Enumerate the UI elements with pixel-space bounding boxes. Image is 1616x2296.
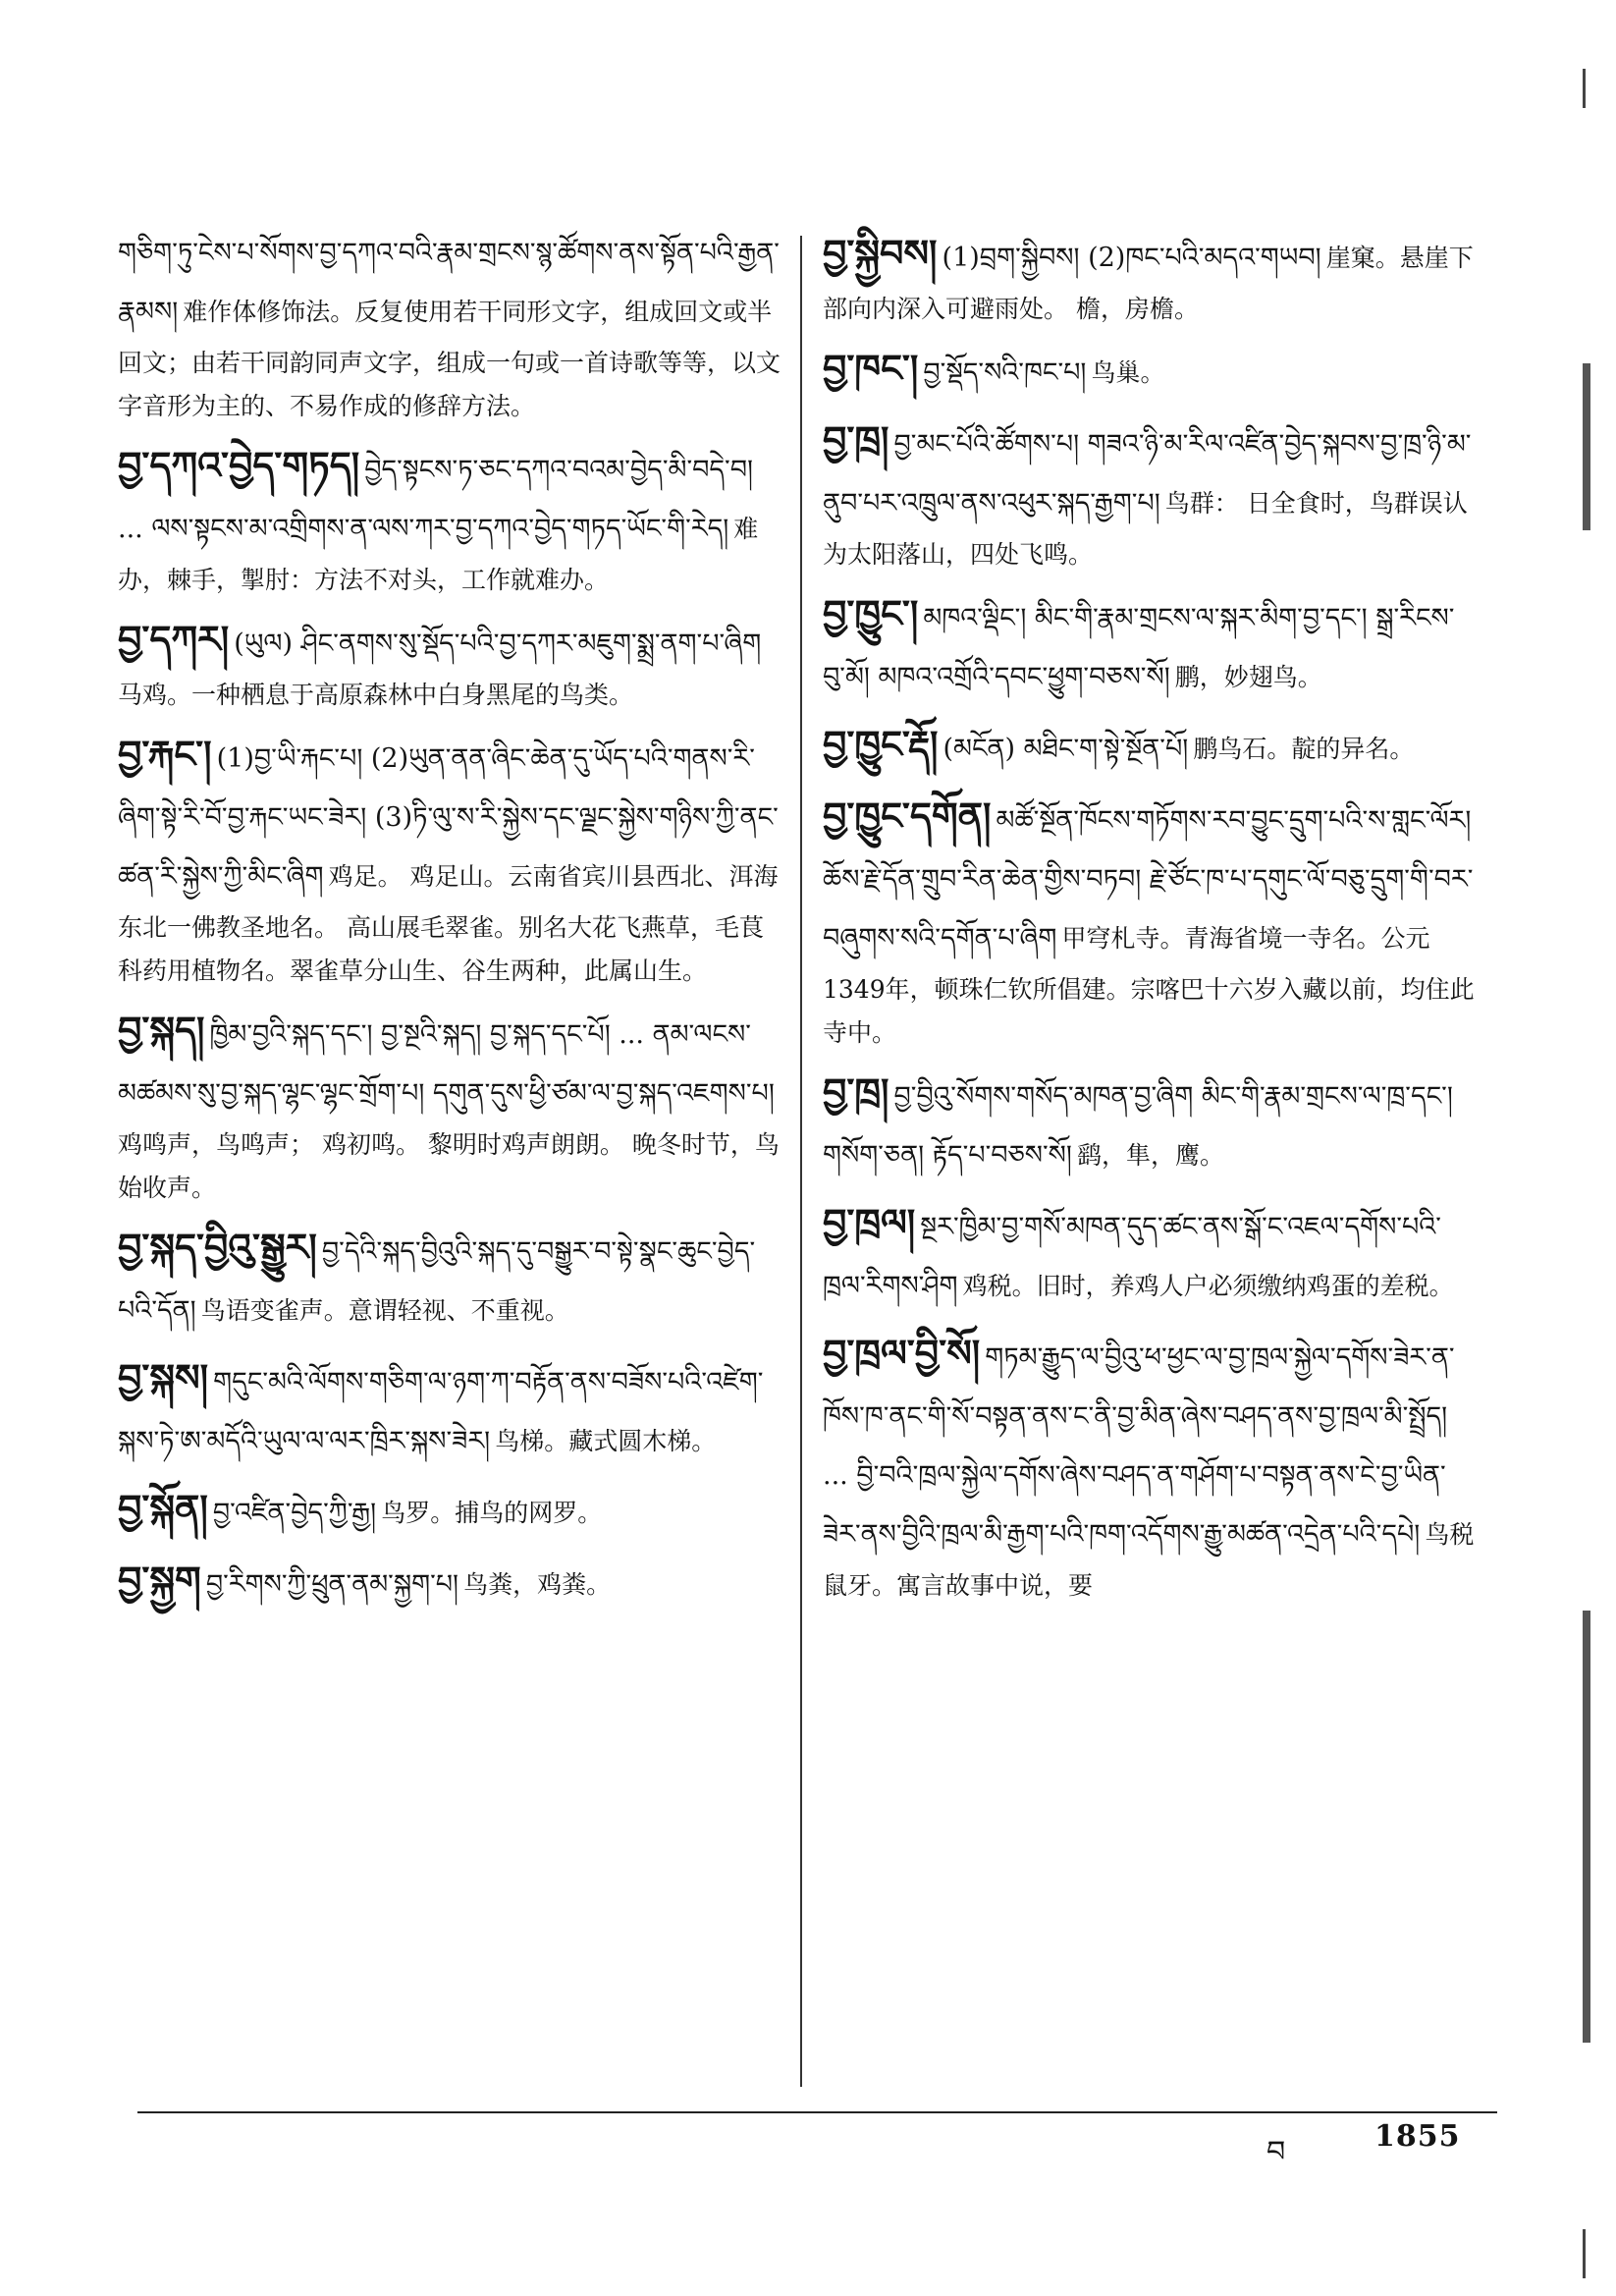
dictionary-entry <box>118 436 781 602</box>
dictionary-entry <box>118 725 781 993</box>
entry-tibetan: བྱ་རིགས་ཀྱི་ཕྲུན་ནམ་སྐྱག་པ། <box>205 1569 459 1600</box>
entry-tibetan: (1)བྱ་ཡི་རྐང་པ། (2)ཡུན་ནན་ཞིང་ཆེན་དུ་ཡོད་པའི་གནས་རི་ཞིག་སྟེ་རི་བོ་བྱ་རྐང་ཡང་ཟེར། (3)ཏི་ལུ་ས་རི་སྐྱེས་དང་ལྗང་སྐྱེས་གཉིས་ཀྱི་ནང་ཚན་རི་སྐྱེས་ཀྱི་མིང་ཞིག <box>118 743 779 892</box>
entry-tibetan: (ཡུལ) ཤིང་ནགས་སུ་སྡོད་པའི་བྱ་དཀར་མཇུག་སྨྲ་ནག་པ་ཞིག <box>234 629 762 659</box>
scan-edge-mark <box>1583 2229 1586 2278</box>
entry-tibetan: མཚོ་སྔོན་ཁོངས་གཏོགས་རབ་བྱུང་དྲུག་པའི་ས་གླང་ལོར། ཆོས་རྗེ་དོན་གྲུབ་རིན་ཆེན་གྱིས་བཏབ། རྗེ་ཙོང་ཁ་པ་དགུང་ལོ་བཅུ་དྲུག་གི་བར་བཞུགས་སའི་དགོན་པ་ཞིག <box>823 805 1474 954</box>
entry-tibetan: (མངོན) མཐིང་ག་སྟེ་སྔོན་པོ། <box>943 734 1189 764</box>
entry-chinese: 甲穹札寺。青海省境一寺名。公元1349年，顿珠仁钦所倡建。宗喀巴十六岁入藏以前，均住此寺中。 <box>823 924 1475 1047</box>
entry-tibetan: བྱ་མང་པོའི་ཚོགས་པ། གཟའ་ཉི་མ་རིལ་འཛིན་བྱེད་སྐབས་བྱ་ཁྲ་ཉི་མ་ནུབ་པར་འཁྲུལ་ནས་འཕུར་སྐད་རྒྱག་པ། <box>823 429 1472 519</box>
entry-tibetan: བྱ་དེའི་སྐད་བྱིའུའི་སྐད་དུ་བསྒྱུར་བ་སྟེ་སྣང་ཆུང་བྱེད་པའི་དོན། <box>118 1236 756 1326</box>
entry-headword: བྱ་ཁྲལ། <box>823 1201 916 1244</box>
page-number: 1855 <box>1374 2119 1461 2154</box>
entry-tibetan: གཏམ་རྒྱུད་ལ་བྱིའུ་ཕ་ཕྱང་ལ་བྱ་ཁྲལ་སྐྱེལ་དགོས་ཟེར་ན་ཁོས་ཁ་ནང་གི་སོ་བསྟན་ནས་ང་ནི་བྱ་མིན་ཞེས་བཤད་ནས་བྱ་ཁྲལ་མི་སྤྲོད། ... བྱི་བའི་ཁྲལ་སྐྱེལ་དགོས་ཞེས་བཤད་ན་གཤོག་པ་བསྟན་ནས་ངེ་བྱ་ཡིན་ཟེར་ནས་བྱིའི་ཁྲལ་མི་རྒྱག་པའི་ཁག་འདོགས་རྒྱུ་མཚན་འདྲེན་པའི་དཔེ། <box>823 1342 1455 1550</box>
entry-tibetan: བྱ་འཛིན་བྱེད་ཀྱི་རྒྱ། <box>212 1498 377 1528</box>
entry-tibetan: གཅིག་ཏུ་ངེས་པ་སོགས་བྱ་དཀའ་བའི་རྣམ་གྲངས་སྙ་ཚོགས་ནས་སྟོན་པའི་རྒྱན་རྣམས། <box>118 238 780 327</box>
entry-chinese: 鸡足。 鸡足山。云南省宾川县西北、洱海东北一佛教圣地名。 高山展毛翠雀。别名大花飞燕草，毛茛科药用植物名。翠雀草分山生、谷生两种，此属山生。 <box>118 862 779 985</box>
entry-headword: བྱ་སྐོན། <box>118 1487 208 1530</box>
entry-headword: བྱ་རྐང་། <box>118 733 212 776</box>
dictionary-entry <box>823 584 1476 707</box>
entry-tibetan: ཁྱིམ་བྱའི་སྐད་དང་། བྱ་སྔའི་སྐད། བྱ་སྐད་དང་པོ། ... ནམ་ལངས་མཚམས་སུ་བྱ་སྐད་ལྷང་ལྷང་གྲོག་པ། དགུན་དུས་ཕྱི་ཙམ་ལ་བྱ་སྐད་འཇགས་པ། <box>118 1019 775 1109</box>
entry-headword: བྱ་ཁྱུང་། <box>823 592 919 635</box>
entry-chinese: 鹏鸟石。靛的异名。 <box>1193 735 1415 763</box>
entry-chinese: 鹞，隼，鹰。 <box>1076 1141 1224 1170</box>
dictionary-entry <box>823 1063 1476 1185</box>
dictionary-entry <box>118 1001 781 1210</box>
entry-chinese: 鹏，妙翅鸟。 <box>1174 663 1322 691</box>
entry-headword: བྱ་སྐྱིབས། <box>823 232 938 275</box>
entry-headword: བྱ་ཁང་། <box>823 347 919 390</box>
entry-tibetan: (1)བྲག་སྐྱིབས། (2)ཁང་པའི་མདའ་གཡབ། <box>942 243 1321 273</box>
dictionary-entry <box>118 1479 781 1543</box>
entry-headword: བྱ་སྐྱག <box>118 1558 201 1602</box>
entry-headword: བྱ་ཁྲ། <box>823 1070 889 1114</box>
dictionary-entry <box>118 1551 781 1614</box>
scan-edge-mark <box>1583 363 1590 530</box>
entry-chinese: 马鸡。一种栖息于高原森林中白身黑尾的鸟类。 <box>118 681 634 709</box>
dictionary-entry <box>823 339 1476 403</box>
entry-headword: བྱ་སྐད། <box>118 1009 205 1052</box>
entry-chinese: 鸟粪，鸡粪。 <box>463 1570 612 1599</box>
entry-chinese: 鸟梯。藏式圆木梯。 <box>495 1427 717 1455</box>
entry-chinese: 难作体修饰法。反复使用若干同形文字，组成回文或半回文；由若干同韵同声文字，组成一句或一首诗歌等等，以文字音形为主的、不易作成的修辞方法。 <box>118 298 781 420</box>
entry-chinese: 鸟群： 日全食时，鸟群误认为太阳落山，四处飞鸣。 <box>823 489 1468 569</box>
entry-chinese: 鸡税。旧时，养鸡人户必须缴纳鸡蛋的差税。 <box>962 1272 1454 1300</box>
scan-edge-mark <box>1583 1611 1590 2043</box>
entry-tibetan: བྱ་སྡོད་སའི་ཁང་པ། <box>923 357 1087 388</box>
entry-tibetan: བྱེད་སྟངས་ཏ་ཅང་དཀའ་བའམ་བྱེད་མི་བདེ་བ། ... ལས་སྟངས་མ་འགྲིགས་ན་ལས་ཀར་བྱ་དཀའ་བྱེད་གཏད་ཡོང་གི་རེད། <box>118 455 754 544</box>
entry-chinese: 鸟罗。捕鸟的网罗。 <box>381 1499 603 1527</box>
dictionary-entry <box>823 715 1476 779</box>
entry-chinese: 鸟税鼠牙。寓言故事中说，要 <box>823 1520 1475 1600</box>
footer-rule <box>137 2111 1497 2113</box>
dictionary-entry <box>823 1324 1476 1608</box>
entry-tibetan: གདུང་མའི་ལོགས་གཅིག་ལ་ཉག་ཀ་བརྟོན་ནས་བཟོས་པའི་འཛེག་སྐས་ཏེ་ཨ་མདོའི་ཡུལ་ལ་ལར་ཁྲིར་སྐས་ཟེར། <box>118 1367 764 1456</box>
entry-headword: བྱ་ཁྱུང་རྡོ། <box>823 723 939 766</box>
left-column <box>118 224 781 1622</box>
entry-headword: བྱ་ཁྲལ་བྱི་སོ། <box>823 1332 981 1375</box>
entry-chinese: 崖窠。悬崖下部向内深入可避雨处。 檐，房檐。 <box>823 244 1474 323</box>
entry-tibetan: མཁའ་ལྡིང་། མིང་གི་རྣམ་གྲངས་ལ་སྐར་མིག་བྱ་དང་། སྒྲ་རིངས་བུ་མོ། མཁའ་འགྲོའི་དབང་ཕྱུག་བཅས་སོ། <box>823 603 1455 692</box>
dictionary-entry <box>823 1193 1476 1316</box>
entry-headword: བྱ་དཀའ་བྱེད་གཏད། <box>118 444 360 487</box>
entry-chinese: 难办，棘手，掣肘：方法不对头，工作就难办。 <box>118 515 759 594</box>
entry-headword: བྱ་སྐས། <box>118 1356 209 1399</box>
dictionary-entry <box>823 787 1476 1055</box>
entry-headword: བྱ་ཁྱུང་དགོན། <box>823 794 992 838</box>
entry-tibetan: བྱ་བྱིའུ་སོགས་གསོད་མཁན་བྱ་ཞིག མིང་གི་རྣམ་གྲངས་ལ་ཁྲ་དང་། གསོག་ཅན། རྟོད་པ་བཅས་སོ། <box>823 1081 1453 1171</box>
entry-chinese: 鸡鸣声，鸟鸣声； 鸡初鸣。 黎明时鸡声朗朗。 晚冬时节，鸟始收声。 <box>118 1130 780 1202</box>
entry-headword: བྱ་ཁྲ། <box>823 418 889 462</box>
dictionary-entry <box>823 410 1476 576</box>
right-column <box>823 224 1476 1615</box>
dictionary-entry <box>118 224 781 428</box>
footer-section-letter: བ <box>1266 2135 1286 2169</box>
dictionary-entry <box>823 224 1476 331</box>
dictionary-entry <box>118 1218 781 1340</box>
entry-headword: བྱ་སྐད་བྱིའུ་སྒྱུར། <box>118 1226 317 1269</box>
entry-chinese: 鸟巢。 <box>1091 358 1165 387</box>
entry-chinese: 鸟语变雀声。意谓轻视、不重视。 <box>200 1296 569 1325</box>
dictionary-entry <box>118 610 781 717</box>
entry-tibetan: སྔར་ཁྱིམ་བྱ་གསོ་མཁན་དུད་ཚང་ནས་སྒོ་ང་འཇལ་དགོས་པའི་ཁྲལ་རིགས་ཤིག <box>823 1212 1441 1301</box>
column-divider <box>800 236 802 2087</box>
scan-edge-mark <box>1583 69 1586 108</box>
entry-headword: བྱ་དཀར། <box>118 618 230 661</box>
dictionary-entry <box>118 1348 781 1471</box>
